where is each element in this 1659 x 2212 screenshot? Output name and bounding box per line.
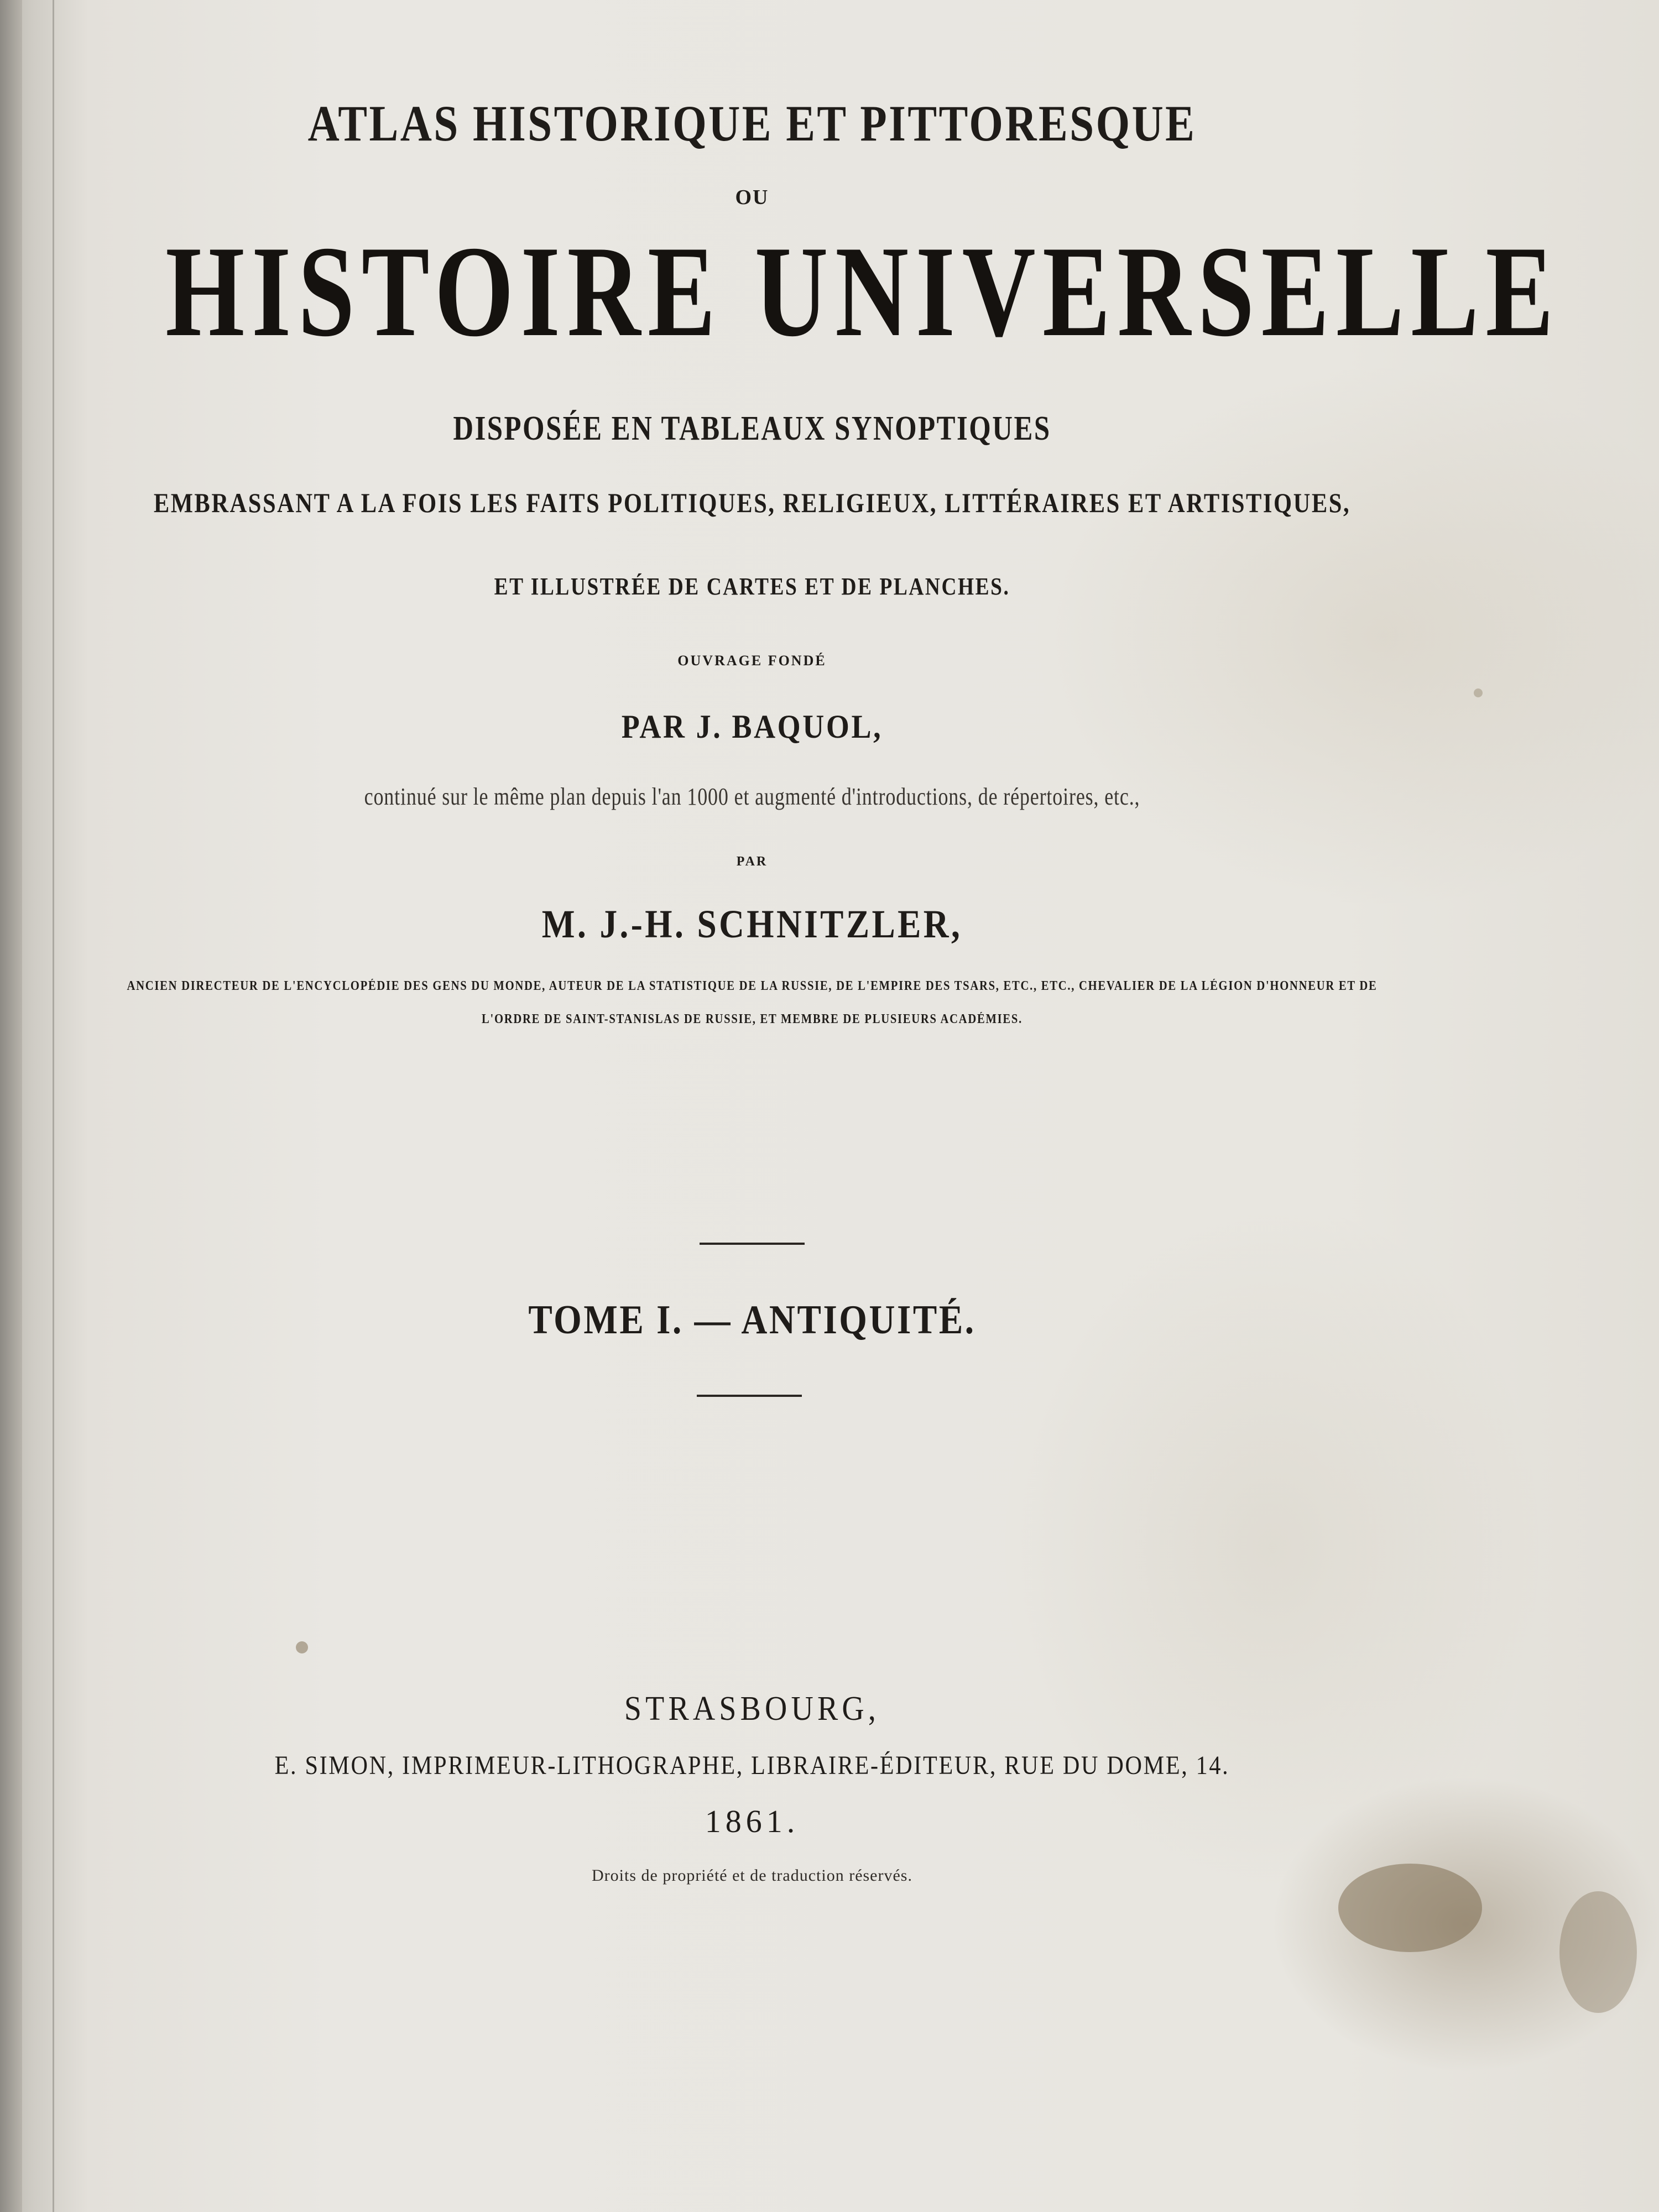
main-title: HISTOIRE UNIVERSELLE <box>165 220 1561 364</box>
founder-name: PAR J. BAQUOL, <box>621 708 883 745</box>
publication-city: STRASBOURG, <box>624 1690 880 1728</box>
author-titles-line-2: L'ORDRE DE SAINT-STANISLAS DE RUSSIE, ET MEMBRE DE PLUSIEURS ACADÉMIES. <box>482 1012 1022 1026</box>
ou-connector: OU <box>735 186 769 209</box>
foxing-spot <box>296 1641 308 1653</box>
ouvrage-fonde-label: OUVRAGE FONDÉ <box>677 653 827 669</box>
author-titles-line-1: ANCIEN DIRECTEUR DE L'ENCYCLOPÉDIE DES GENS DU MONDE, AUTEUR DE LA STATISTIQUE DE LA RUSSIE, DE L'EMPIRE DES TSARS, ETC., ETC., CHEVALIER DE LA LÉGION D'HONNEUR ET DE <box>127 979 1378 993</box>
author-name: M. J.-H. SCHNITZLER, <box>541 902 963 946</box>
subtitle: DISPOSÉE EN TABLEAUX SYNOPTIQUES <box>453 410 1051 447</box>
divider-rule-top <box>700 1243 805 1245</box>
foxing-spot <box>1474 688 1483 697</box>
illustration-note: ET ILLUSTRÉE DE CARTES ET DE PLANCHES. <box>494 573 1010 600</box>
continuation-note: continué sur le même plan depuis l'an 1000 et augmenté d'introductions, de répertoires, etc., <box>364 783 1140 810</box>
par-label: PAR <box>736 854 768 869</box>
foxing-stain <box>1559 1891 1637 2013</box>
publisher-imprint: E. SIMON, IMPRIMEUR-LITHOGRAPHE, LIBRAIRE-ÉDITEUR, RUE DU DOME, 14. <box>274 1751 1230 1780</box>
publication-year: 1861. <box>705 1803 800 1839</box>
atlas-heading: ATLAS HISTORIQUE ET PITTORESQUE <box>307 95 1197 152</box>
scope-description: EMBRASSANT A LA FOIS LES FAITS POLITIQUES, RELIGIEUX, LITTÉRAIRES ET ARTISTIQUES, <box>153 487 1351 518</box>
rights-notice: Droits de propriété et de traduction réservés. <box>592 1866 912 1885</box>
volume-title: TOME I. — ANTIQUITÉ. <box>528 1297 976 1343</box>
divider-rule-bottom <box>697 1395 802 1397</box>
